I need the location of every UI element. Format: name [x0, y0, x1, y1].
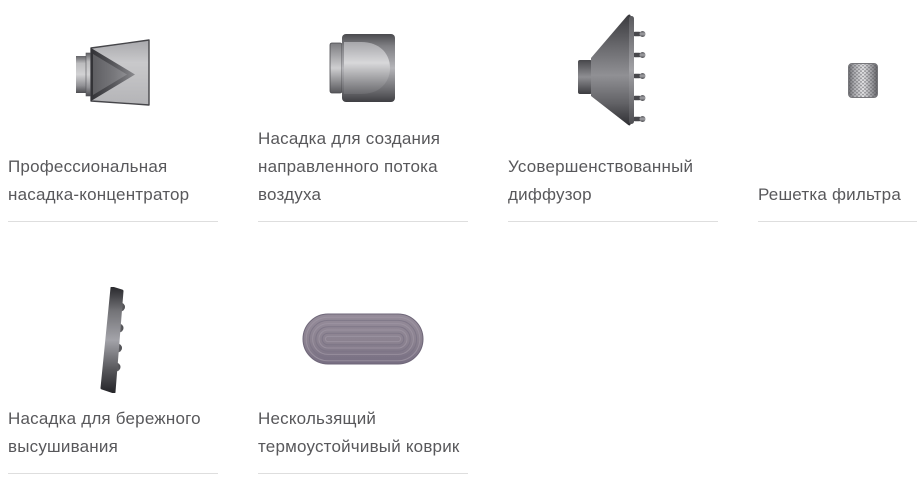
accessory-label: Насадка для бережного высушивания — [8, 409, 201, 456]
accessory-image-area — [8, 0, 218, 153]
accessory-image-area — [258, 252, 468, 405]
accessory-card-gentle-air — [8, 252, 218, 474]
accessory-card-filter-cage — [758, 0, 917, 222]
accessory-image-area — [758, 0, 917, 181]
diffuser-image — [578, 12, 648, 128]
styling-nozzle-image — [328, 32, 398, 104]
accessory-card-concentrator — [8, 0, 218, 222]
filter-cage-image — [848, 63, 878, 98]
accessory-image-area — [508, 0, 718, 153]
accessory-card-mat — [258, 252, 468, 474]
concentrator-nozzle-image — [75, 38, 151, 110]
accessory-label: Профессиональная насадка-концентратор — [8, 157, 190, 204]
gentle-air-nozzle-image — [98, 287, 128, 393]
accessory-image-area — [8, 252, 218, 405]
accessory-label: Усовершенствованный диффузор — [508, 157, 694, 204]
accessory-label: Решетка фильтра — [758, 185, 901, 204]
accessory-label: Насадка для создания направленного потока воздуха — [258, 129, 441, 204]
accessory-label: Нескользящий термоустойчивый коврик — [258, 409, 460, 456]
accessory-image-area — [258, 0, 468, 125]
accessory-card-styling-nozzle — [258, 0, 468, 222]
non-slip-mat-image — [302, 313, 424, 365]
accessory-card-diffuser — [508, 0, 718, 222]
